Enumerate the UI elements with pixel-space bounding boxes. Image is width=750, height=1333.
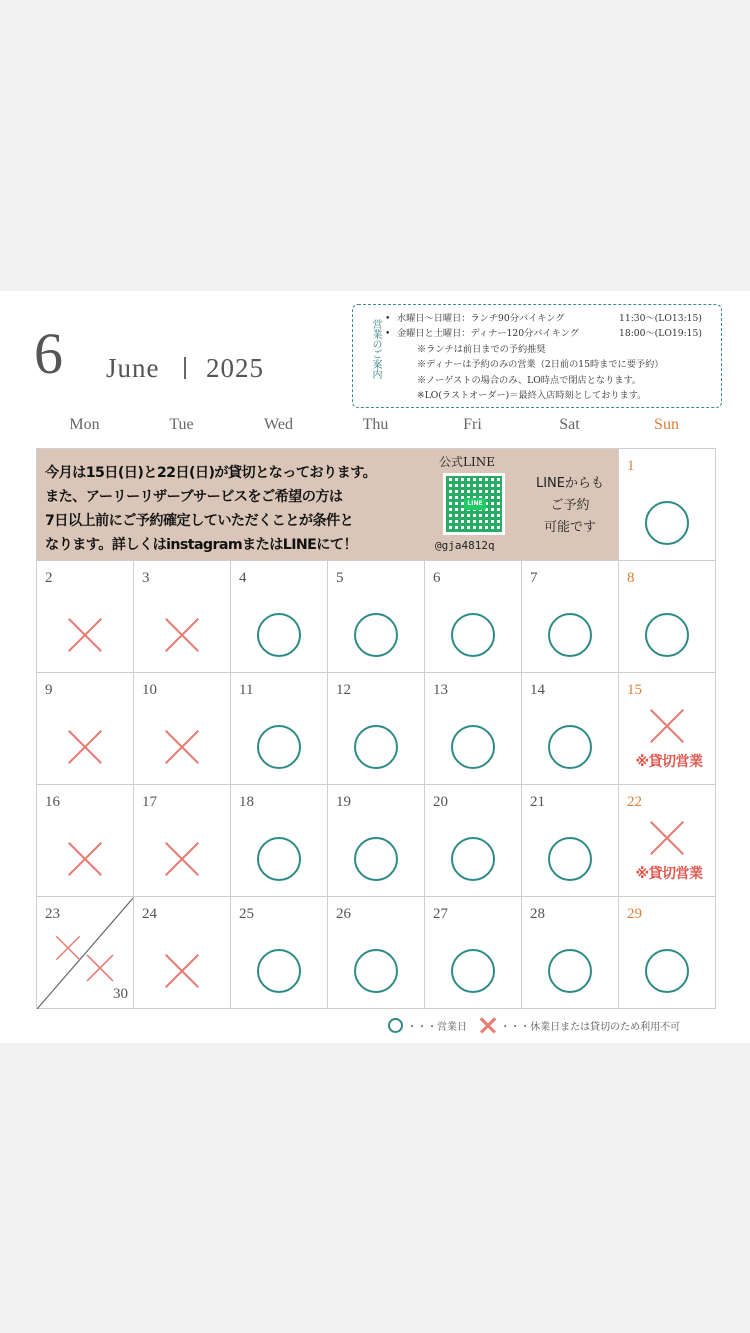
day-number: 24: [142, 906, 157, 922]
day-cell-27[interactable]: [424, 896, 522, 1009]
announcement-line: 今月は15日(日)と22日(日)が貸切となっております。: [45, 465, 377, 481]
closed-cross-icon: [163, 616, 201, 654]
closed-cross-icon: [66, 840, 104, 878]
day-cell-25[interactable]: [230, 896, 328, 1009]
day-cell-2[interactable]: [36, 560, 134, 673]
year: 2025: [206, 353, 264, 383]
day-cell-26[interactable]: [327, 896, 425, 1009]
open-circle-icon: [645, 613, 689, 657]
calendar-card: [0, 291, 750, 1043]
day-number: 2: [45, 570, 53, 586]
day-cell-24[interactable]: [133, 896, 231, 1009]
legend-closed-text: ・・・休業日または貸切のため利用不可: [500, 1021, 681, 1033]
closed-cross-icon: [163, 840, 201, 878]
announcement-cell: [36, 448, 618, 561]
day-cell-9[interactable]: [36, 672, 134, 785]
day-cell-12[interactable]: [327, 672, 425, 785]
info-line: [397, 388, 715, 403]
announcement-banner: [37, 449, 619, 561]
day-cell-15[interactable]: [618, 672, 716, 785]
open-circle-icon: [548, 613, 592, 657]
day-number: 29: [627, 906, 642, 922]
info-line: [397, 311, 715, 326]
open-circle-icon: [257, 613, 301, 657]
official-line-label: 公式LINE: [439, 455, 495, 469]
day-cell-28[interactable]: [521, 896, 619, 1009]
business-info-box: [352, 304, 722, 408]
day-cell-10[interactable]: [133, 672, 231, 785]
line-message-line: 可能です: [543, 520, 596, 535]
open-circle-icon: [354, 949, 398, 993]
day-number: 15: [627, 682, 642, 698]
day-number: 1: [627, 458, 635, 474]
day-number: 3: [142, 570, 150, 586]
day-cell-19[interactable]: [327, 784, 425, 897]
weekday-thu: Thu: [362, 416, 389, 433]
open-circle-icon: [354, 725, 398, 769]
day-number: 10: [142, 682, 157, 698]
weekday-sat: Sat: [559, 416, 580, 433]
open-circle-icon: [388, 1018, 403, 1033]
day-cell-14[interactable]: [521, 672, 619, 785]
day-number: 26: [336, 906, 351, 922]
month-number: 6: [34, 321, 63, 386]
day-cell-29[interactable]: [618, 896, 716, 1009]
legend-open-text: ・・・営業日: [407, 1021, 467, 1033]
weekday-mon: Mon: [69, 416, 100, 433]
day-number: 17: [142, 794, 157, 810]
open-circle-icon: [451, 949, 495, 993]
info-line: [397, 326, 715, 341]
info-line-text: ※LO(ラストオーダー)＝最終入店時刻としております。: [417, 390, 647, 402]
closed-cross-icon: [648, 819, 686, 857]
day-number: 18: [239, 794, 254, 810]
info-line-text: ※ランチは前日までの予約推奨: [417, 343, 546, 355]
day-number: 6: [433, 570, 441, 586]
day-cell-11[interactable]: [230, 672, 328, 785]
closed-cross-icon: [648, 707, 686, 745]
closed-cross-icon: [85, 953, 115, 983]
closed-cross-icon: [480, 1017, 496, 1033]
day-number: 16: [45, 794, 60, 810]
info-line-text: 水曜日〜日曜日：ランチ90分バイキング: [397, 313, 565, 324]
open-circle-icon: [354, 613, 398, 657]
line-qr-code[interactable]: [443, 473, 505, 535]
day-number: 8: [627, 570, 635, 586]
day-number: 14: [530, 682, 545, 698]
day-number: 13: [433, 682, 448, 698]
day-number: 30: [113, 986, 128, 1002]
day-number: 23: [45, 906, 60, 922]
open-circle-icon: [451, 613, 495, 657]
info-line: [397, 357, 715, 372]
qr-pattern: [446, 476, 502, 532]
info-line: [397, 342, 715, 357]
day-cell-23[interactable]: [36, 896, 134, 1009]
header-divider: [184, 357, 186, 379]
day-cell-8[interactable]: [618, 560, 716, 673]
info-line: [397, 373, 715, 388]
closed-cross-icon: [66, 728, 104, 766]
open-circle-icon: [451, 837, 495, 881]
day-cell-5[interactable]: [327, 560, 425, 673]
day-cell-3[interactable]: [133, 560, 231, 673]
legend: [388, 1017, 680, 1033]
line-reservation-message: [523, 473, 617, 539]
line-logo-icon: LINE: [464, 498, 486, 510]
open-circle-icon: [548, 837, 592, 881]
day-number: 19: [336, 794, 351, 810]
open-circle-icon: [645, 501, 689, 545]
info-line-text: ※ディナーは予約のみの営業（2日前の15時までに要予約）: [417, 359, 664, 371]
day-number: 22: [627, 794, 642, 810]
business-info-label: 営業のご案内: [370, 319, 381, 379]
open-circle-icon: [257, 949, 301, 993]
announcement-text: [45, 461, 376, 557]
weekday-fri: Fri: [463, 416, 482, 433]
day-cell-7[interactable]: [521, 560, 619, 673]
day-number: 27: [433, 906, 448, 922]
open-circle-icon: [257, 837, 301, 881]
open-circle-icon: [354, 837, 398, 881]
calendar-grid: [36, 448, 716, 1008]
day-cell-17[interactable]: [133, 784, 231, 897]
announcement-line: また、アーリーリザーブサービスをご希望の方は: [45, 489, 343, 505]
reserved-note: ※貸切営業: [635, 754, 703, 770]
day-number: 5: [336, 570, 344, 586]
day-cell-20[interactable]: [424, 784, 522, 897]
day-number: 21: [530, 794, 545, 810]
open-circle-icon: [257, 725, 301, 769]
day-number: 25: [239, 906, 254, 922]
day-number: 9: [45, 682, 53, 698]
open-circle-icon: [645, 949, 689, 993]
day-cell-13[interactable]: [424, 672, 522, 785]
weekday-sun: Sun: [654, 416, 679, 433]
line-message-line: LINEからも: [535, 476, 604, 491]
open-circle-icon: [451, 725, 495, 769]
info-line-time: 18:00〜(LO19:15): [619, 328, 702, 340]
day-number: 28: [530, 906, 545, 922]
closed-cross-icon: [163, 728, 201, 766]
day-cell-18[interactable]: [230, 784, 328, 897]
day-number: 7: [530, 570, 538, 586]
day-cell-4[interactable]: [230, 560, 328, 673]
day-cell-6[interactable]: [424, 560, 522, 673]
open-circle-icon: [548, 725, 592, 769]
day-cell-1[interactable]: [618, 448, 716, 561]
day-number: 11: [239, 682, 254, 698]
weekday-tue: Tue: [169, 416, 194, 433]
day-number: 4: [239, 570, 247, 586]
line-message-line: ご予約: [550, 498, 590, 513]
closed-cross-icon: [163, 952, 201, 990]
reserved-note: ※貸切営業: [635, 866, 703, 882]
day-cell-21[interactable]: [521, 784, 619, 897]
line-handle: @gja4812q: [435, 539, 495, 552]
closed-cross-icon: [66, 616, 104, 654]
day-cell-22[interactable]: [618, 784, 716, 897]
info-line-text: ※ノーゲストの場合のみ、LO時点で閉店となります。: [417, 374, 642, 386]
open-circle-icon: [548, 949, 592, 993]
day-number: 12: [336, 682, 351, 698]
weekday-wed: Wed: [264, 416, 293, 433]
info-line-time: 11:30〜(LO13:15): [619, 313, 702, 324]
announcement-line: なります。詳しくはinstagramまたはLINEにて！: [45, 537, 358, 553]
day-number: 20: [433, 794, 448, 810]
info-line-text: 金曜日と土曜日：ディナー120分バイキング: [397, 328, 579, 340]
month-name: June: [106, 353, 160, 383]
announcement-line: 7日以上前にご予約確定していただくことが条件と: [45, 513, 354, 529]
closed-cross-icon: [54, 934, 81, 961]
day-cell-16[interactable]: [36, 784, 134, 897]
business-info-lines: [397, 311, 715, 403]
